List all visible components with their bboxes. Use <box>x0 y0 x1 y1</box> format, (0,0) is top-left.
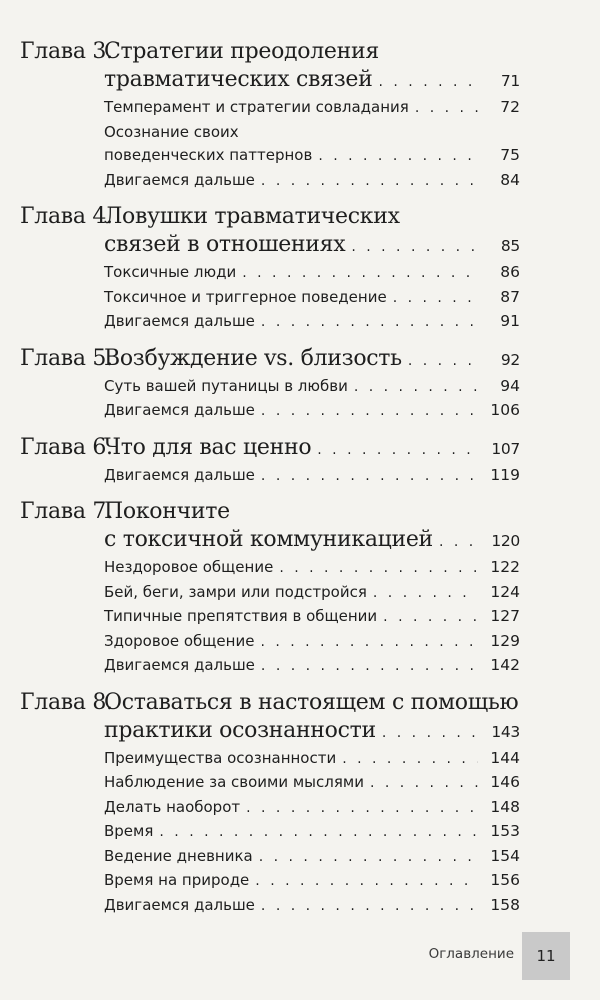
toc-chapter <box>20 38 520 193</box>
toc-chapter <box>20 434 520 489</box>
toc-chapter <box>20 498 520 679</box>
section-title: Двигаемся дальше <box>104 465 255 484</box>
dot-leader <box>439 528 478 556</box>
chapter-heading-continuation <box>20 66 520 96</box>
chapter-heading <box>20 434 520 464</box>
dot-leader <box>342 748 478 772</box>
section-page-number: 144 <box>490 748 520 767</box>
toc-section-entry <box>20 121 520 145</box>
section-title: Суть вашей путаницы в любви <box>104 376 348 395</box>
running-footer-label: Оглавление <box>428 946 514 962</box>
toc-section-entry <box>20 144 520 169</box>
page-footer <box>0 932 600 980</box>
section-title: Преимущества осознанности <box>104 748 337 767</box>
dot-leader <box>246 797 478 821</box>
dot-leader <box>354 376 478 400</box>
chapter-title-line: с токсичной коммуникацией <box>104 527 433 552</box>
chapter-heading-continuation <box>20 231 520 261</box>
chapter-page-number: 120 <box>491 532 520 550</box>
section-page-number: 124 <box>490 582 520 601</box>
dot-leader <box>260 631 478 655</box>
toc-section-entry <box>20 399 520 424</box>
toc-section-entry <box>20 771 520 796</box>
dot-leader <box>351 233 478 261</box>
toc-section-entry <box>20 820 520 845</box>
dot-leader <box>261 311 478 335</box>
toc-section-entry <box>20 286 520 311</box>
section-page-number: 122 <box>490 558 520 576</box>
section-page-number: 146 <box>490 773 520 791</box>
chapter-page-number: 107 <box>491 439 520 458</box>
section-page-number: 158 <box>490 895 520 914</box>
chapter-title-line: Что для вас ценно <box>104 434 312 460</box>
dot-leader <box>318 145 478 169</box>
toc-section-entry <box>20 96 520 121</box>
dot-leader <box>261 400 478 424</box>
chapter-title-line: травматических связей <box>104 67 373 92</box>
section-title: Нездоровое общение <box>104 558 274 576</box>
toc-section-entry <box>20 869 520 894</box>
chapter-page-number: 143 <box>491 722 520 741</box>
toc-section-entry <box>20 845 520 870</box>
section-title: Темперамент и стратегии совладания <box>104 98 409 116</box>
dot-leader <box>259 846 478 870</box>
chapter-heading-continuation <box>20 526 520 556</box>
chapter-page-number: 85 <box>500 237 520 255</box>
toc-section-entry <box>20 654 520 679</box>
dot-leader <box>373 582 478 606</box>
section-title: Наблюдение за своими мыслями <box>104 773 364 791</box>
section-page-number: 72 <box>500 98 520 116</box>
section-title: Осознание своих <box>104 122 239 141</box>
table-of-contents <box>20 38 520 928</box>
toc-section-entry <box>20 464 520 489</box>
chapter-number: Глава 7. <box>20 499 113 524</box>
toc-section-entry <box>20 894 520 919</box>
toc-section-entry <box>20 796 520 821</box>
page-number: 11 <box>536 947 556 965</box>
toc-section-entry <box>20 630 520 655</box>
chapter-number: Глава 4. <box>20 204 113 229</box>
section-page-number: 156 <box>490 871 520 889</box>
dot-leader <box>261 465 478 489</box>
dot-leader <box>408 347 478 375</box>
toc-section-entry <box>20 310 520 335</box>
dot-leader <box>279 557 478 581</box>
toc-section-entry <box>20 605 520 630</box>
section-page-number: 106 <box>490 401 520 419</box>
dot-leader <box>159 821 478 845</box>
section-title: Время на природе <box>104 871 250 889</box>
toc-section-entry <box>20 581 520 606</box>
section-page-number: 119 <box>490 465 520 484</box>
chapter-heading <box>20 689 520 717</box>
section-page-number: 75 <box>500 146 520 164</box>
toc-section-entry <box>20 375 520 400</box>
section-title: Двигаемся дальше <box>104 401 255 419</box>
section-page-number: 154 <box>490 846 520 865</box>
section-title: Здоровое общение <box>104 631 255 650</box>
section-title: Токсичное и триггерное поведение <box>104 287 387 306</box>
dot-leader <box>379 68 479 96</box>
chapter-number: Глава 6. <box>20 434 113 460</box>
section-title: Двигаемся дальше <box>104 170 255 189</box>
dot-leader <box>370 772 478 796</box>
dot-leader <box>255 870 478 894</box>
toc-section-entry <box>20 261 520 286</box>
toc-chapter <box>20 689 520 919</box>
chapter-heading <box>20 38 520 66</box>
chapter-title-line: практики осознанности <box>104 717 376 743</box>
section-page-number: 84 <box>500 170 520 189</box>
section-page-number: 127 <box>490 607 520 625</box>
section-title: Бей, беги, замри или подстройся <box>104 582 367 601</box>
section-title: Делать наоборот <box>104 797 241 816</box>
chapter-title-line: связей в отношениях <box>104 232 346 257</box>
section-page-number: 94 <box>500 376 520 395</box>
chapter-title-line: Ловушки травматических <box>104 204 400 229</box>
section-page-number: 86 <box>500 263 520 281</box>
toc-section-entry <box>20 169 520 194</box>
section-title: Двигаемся дальше <box>104 895 255 914</box>
section-page-number: 129 <box>490 631 520 650</box>
chapter-number: Глава 3. <box>20 39 113 64</box>
dot-leader <box>261 655 478 679</box>
toc-section-entry <box>20 556 520 581</box>
section-page-number: 153 <box>490 822 520 840</box>
dot-leader <box>317 436 478 464</box>
dot-leader <box>261 895 478 919</box>
section-page-number: 91 <box>500 312 520 330</box>
chapter-title-line: Оставаться в настоящем с помощью <box>104 689 519 715</box>
section-page-number: 87 <box>500 287 520 306</box>
page-number-box <box>522 932 570 980</box>
dot-leader <box>393 287 478 311</box>
section-title: Двигаемся дальше <box>104 312 255 330</box>
chapter-heading <box>20 203 520 231</box>
section-title: поведенческих паттернов <box>104 146 313 164</box>
section-page-number: 142 <box>490 656 520 674</box>
chapter-heading <box>20 345 520 375</box>
chapter-number: Глава 5. <box>20 345 113 371</box>
dot-leader <box>415 97 478 121</box>
toc-chapter <box>20 345 520 424</box>
chapter-page-number: 92 <box>500 350 520 369</box>
section-page-number: 148 <box>490 797 520 816</box>
chapter-heading <box>20 498 520 526</box>
section-title: Ведение дневника <box>104 846 253 865</box>
dot-leader <box>242 262 478 286</box>
toc-section-entry <box>20 747 520 772</box>
toc-chapter <box>20 203 520 335</box>
dot-leader <box>382 719 478 747</box>
chapter-heading-continuation <box>20 717 520 747</box>
chapter-number: Глава 8. <box>20 689 113 715</box>
chapter-title-line: Стратегии преодоления <box>104 39 379 64</box>
chapter-title-line: Покончите <box>104 499 230 524</box>
chapter-title-line: Возбуждение vs. близость <box>104 345 402 371</box>
section-title: Время <box>104 822 154 840</box>
chapter-page-number: 71 <box>500 72 520 90</box>
section-title: Типичные препятствия в общении <box>104 607 378 625</box>
section-title: Двигаемся дальше <box>104 656 255 674</box>
section-title: Токсичные люди <box>104 263 237 281</box>
dot-leader <box>261 170 478 194</box>
dot-leader <box>383 606 478 630</box>
